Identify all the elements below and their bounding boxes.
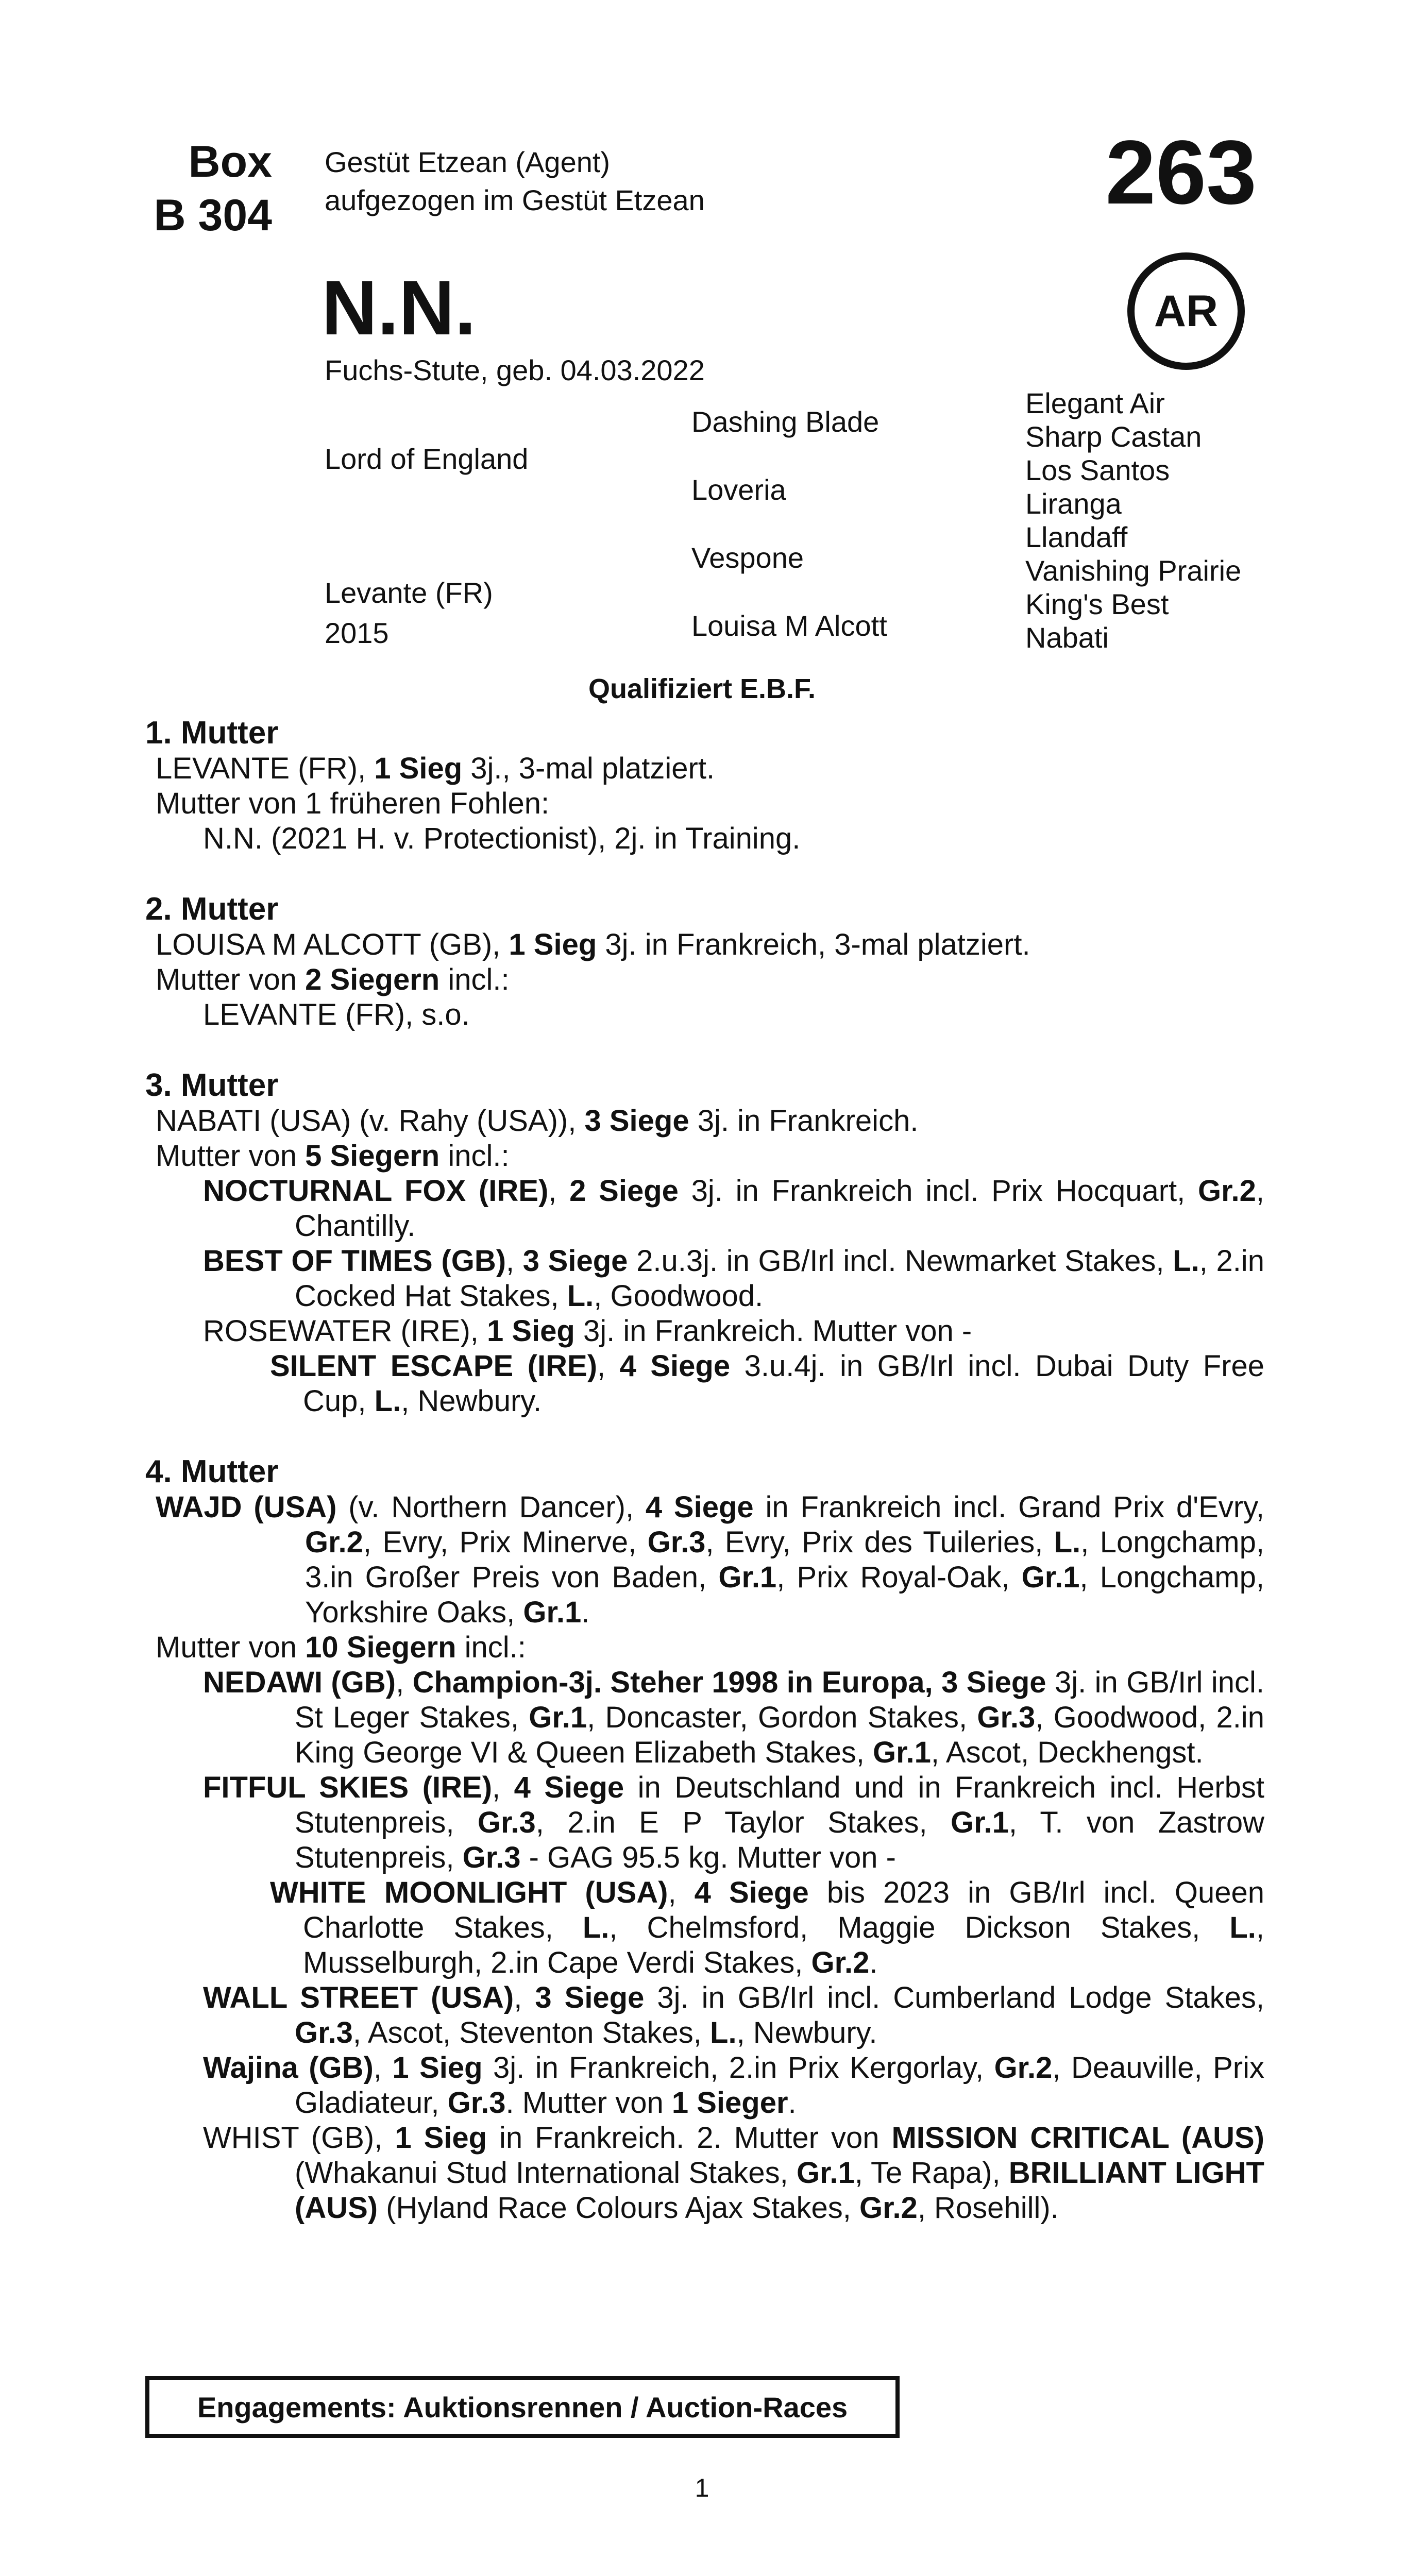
produce-entry: N.N. (2021 H. v. Protectionist), 2j. in Training.: [203, 822, 801, 855]
section-title: 4. Mutter: [145, 1454, 279, 1489]
produce-entry: WHIST (GB), 1 Sieg in Frankreich. 2. Mutter von MISSION CRITICAL (AUS) (Whakanui Stud International Stakes, Gr.1, Te Rapa), BRILLIANT LIGHT (AUS) (Hyland Race Colours Ajax Stakes, Gr.2, Rosehill).: [203, 2121, 1265, 2225]
ar-badge-icon: [1127, 252, 1245, 370]
produce-entry: Wajina (GB), 1 Sieg 3j. in Frankreich, 2.in Prix Kergorlay, Gr.2, Deauville, Prix Gladiateur, Gr.3. Mutter von 1 Sieger.: [203, 2051, 1264, 2120]
produce-entry: SILENT ESCAPE (IRE), 4 Siege 3.u.4j. in GB/Irl incl. Dubai Duty Free Cup, L., Newbury.: [270, 1349, 1264, 1418]
pedigree-gen3-item: Los Santos: [1025, 454, 1170, 486]
dam-record: WAJD (USA) (v. Northern Dancer), 4 Siege in Frankreich incl. Grand Prix d'Evry, Gr.2, Evry, Prix Minerve, Gr.3, Evry, Prix des Tuileries, L., Longchamp, 3.in Großer Preis von Baden, Gr.1, Prix Royal-Oak, Gr.1, Longchamp, Yorkshire Oaks, Gr.1.: [156, 1490, 1264, 1629]
section-title: 2. Mutter: [145, 891, 279, 927]
agent-name: Gestüt Etzean (Agent): [325, 146, 611, 178]
page-number: 1: [695, 2473, 709, 2502]
dam-record: LEVANTE (FR), 1 Sieg 3j., 3-mal platziert.: [156, 752, 715, 785]
section-title: 3. Mutter: [145, 1067, 279, 1103]
pedigree-gen3: [1025, 386, 1241, 654]
dam-line: [145, 715, 1264, 2261]
produce-heading: Mutter von 10 Siegern incl.:: [156, 1631, 526, 1664]
produce-entry: LEVANTE (FR), s.o.: [203, 998, 470, 1031]
pedigree-gen3-item: King's Best: [1025, 588, 1169, 620]
section-title: 1. Mutter: [145, 715, 279, 751]
raised-at: aufgezogen im Gestüt Etzean: [325, 184, 705, 216]
pedigree-gen2-item: Vespone: [691, 541, 804, 574]
produce-entry: NOCTURNAL FOX (IRE), 2 Siege 3j. in Frankreich incl. Prix Hocquart, Gr.2, Chantilly.: [203, 1174, 1264, 1243]
pedigree-dam-year: 2015: [325, 617, 389, 649]
pedigree-dam: Levante (FR): [325, 577, 493, 609]
box-label: [148, 135, 272, 242]
produce-entry: BEST OF TIMES (GB), 3 Siege 2.u.3j. in GB/Irl incl. Newmarket Stakes, L., 2.in Cocked Hat Stakes, L., Goodwood.: [203, 1244, 1264, 1313]
pedigree-gen3-item: Llandaff: [1025, 521, 1128, 553]
pedigree-gen2-item: Dashing Blade: [691, 405, 879, 438]
produce-heading: Mutter von 1 früheren Fohlen:: [156, 787, 550, 820]
section-third-dam: [145, 1067, 1264, 1419]
produce-entry: NEDAWI (GB), Champion-3j. Steher 1998 in Europa, 3 Siege 3j. in GB/Irl incl. St Leger Stakes, Gr.1, Doncaster, Gordon Stakes, Gr.3, Goodwood, 2.in King George VI & Queen Elizabeth Stakes, Gr.1, Ascot, Deckhengst.: [203, 1666, 1264, 1769]
pedigree-sire: Lord of England: [325, 443, 529, 475]
section-second-dam: [145, 891, 1264, 1032]
section-first-dam: [145, 715, 1264, 856]
dam-record: LOUISA M ALCOTT (GB), 1 Sieg 3j. in Frankreich, 3-mal platziert.: [156, 928, 1030, 961]
pedigree-gen2-item: Louisa M Alcott: [691, 609, 887, 642]
produce-entry: WHITE MOONLIGHT (USA), 4 Siege bis 2023 in GB/Irl incl. Queen Charlotte Stakes, L., Chelmsford, Maggie Dickson Stakes, L., Musselburgh, 2.in Cape Verdi Stakes, Gr.2.: [270, 1876, 1264, 1979]
produce-heading: Mutter von 5 Siegern incl.:: [156, 1139, 510, 1173]
box-number: B 304: [154, 191, 272, 240]
ar-badge-text: AR: [1154, 286, 1219, 336]
produce-entry: ROSEWATER (IRE), 1 Sieg 3j. in Frankreich. Mutter von -: [203, 1314, 972, 1348]
horse-description: Fuchs-Stute, geb. 04.03.2022: [325, 354, 705, 386]
pedigree-gen2-item: Loveria: [691, 473, 786, 506]
produce-entry: FITFUL SKIES (IRE), 4 Siege in Deutschland und in Frankreich incl. Herbst Stutenpreis, Gr.3, 2.in E P Taylor Stakes, Gr.1, T. von Zastrow Stutenpreis, Gr.3 - GAG 95.5 kg. Mutter von -: [203, 1771, 1264, 1874]
horse-name: N.N.: [322, 264, 476, 351]
engagements-box: [145, 2376, 900, 2438]
dam-record: NABATI (USA) (v. Rahy (USA)), 3 Siege 3j. in Frankreich.: [156, 1104, 919, 1138]
pedigree-gen3-item: Elegant Air: [1025, 387, 1165, 419]
engagements-text: Engagements: Auktionsrennen / Auction-Races: [197, 2391, 848, 2424]
section-fourth-dam: [145, 1454, 1264, 2226]
pedigree-gen3-item: Nabati: [1025, 621, 1109, 654]
produce-entry: WALL STREET (USA), 3 Siege 3j. in GB/Irl incl. Cumberland Lodge Stakes, Gr.3, Ascot, Steventon Stakes, L., Newbury.: [203, 1981, 1264, 2049]
consignor-info: [325, 143, 705, 219]
pedigree-gen3-item: Sharp Castan: [1025, 420, 1202, 453]
qualification: Qualifiziert E.B.F.: [588, 673, 816, 704]
catalogue-number: 263: [1105, 122, 1257, 223]
box-word: Box: [188, 137, 272, 187]
pedigree-gen3-item: Vanishing Prairie: [1025, 554, 1242, 587]
pedigree-gen3-item: Liranga: [1025, 487, 1122, 520]
produce-heading: Mutter von 2 Siegern incl.:: [156, 963, 510, 996]
